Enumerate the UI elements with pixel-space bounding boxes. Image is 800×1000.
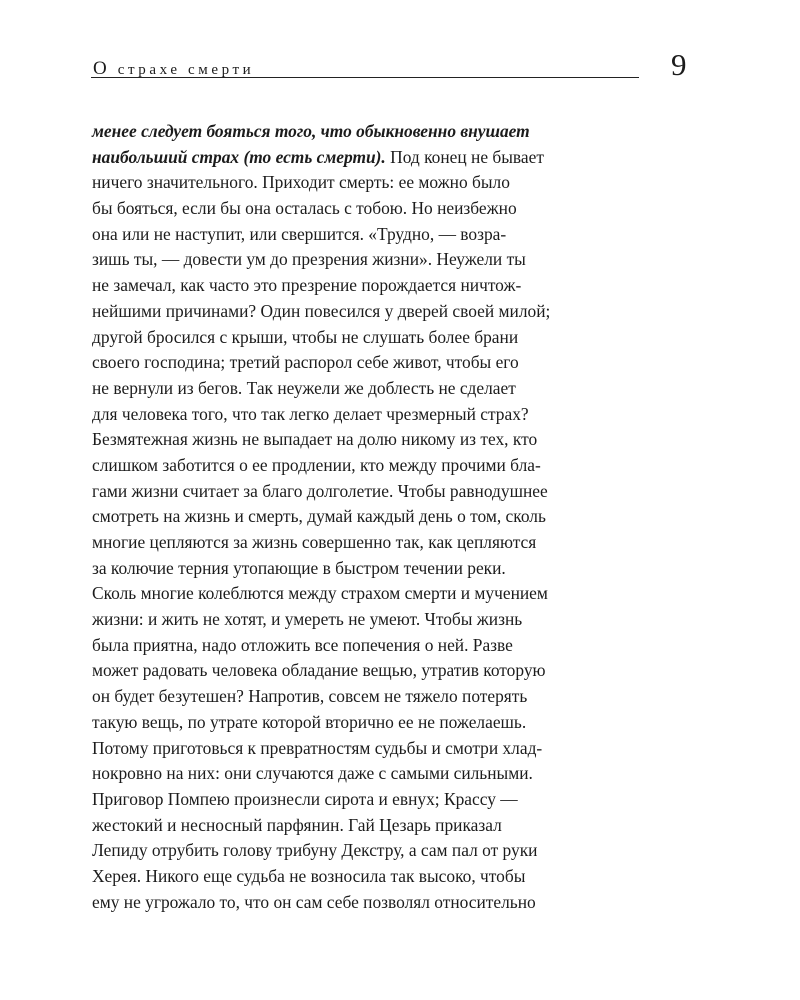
text-line: она или не наступит, или свершится. «Трудно, — возра-: [92, 223, 507, 244]
body-text: [92, 119, 712, 915]
emphasis-text: наибольший страх (то есть смерти).: [92, 146, 386, 167]
running-header: [91, 47, 695, 86]
text-line: Лепиду отрубить голову трибуну Декстру, а сам пал от руки: [92, 840, 538, 861]
text-line: Приговор Помпею произнесли сирота и евнух; Крассу —: [92, 788, 518, 809]
text-line: Херея. Никого еще судьба не возносила так высоко, чтобы: [92, 865, 526, 886]
text-line: жизни: и жить не хотят, и умереть не умеют. Чтобы жизнь: [92, 609, 523, 630]
text-line: смотреть на жизнь и смерть, думай каждый день о том, сколь: [92, 506, 546, 527]
text-line: была приятна, надо отложить все попечения о ней. Разве: [92, 634, 513, 655]
text-line-emphasis: менее следует бояться того, что обыкновенно внушает: [92, 121, 530, 141]
header-rule: [91, 77, 639, 78]
text-line: слишком заботится о ее продлении, кто между прочими бла-: [92, 454, 541, 475]
page-number: 9: [671, 47, 687, 82]
text-line: жестокий и несносный парфянин. Гай Цезарь приказал: [92, 814, 502, 835]
text-line: ничего значительного. Приходит смерть: ее можно было: [92, 172, 510, 193]
running-title-initial: О: [93, 58, 111, 79]
text-line: такую вещь, по утрате которой вторично ее не пожелаешь.: [92, 711, 527, 732]
text-line: гами жизни считает за благо долголетие. Чтобы равнодушнее: [92, 480, 548, 501]
text-line: для человека того, что так легко делает чрезмерный страх?: [92, 403, 529, 424]
text-line: Безмятежная жизнь не выпадает на долю никому из тех, кто: [92, 429, 538, 450]
text-line: не вернули из бегов. Так неужели же доблесть не сделает: [92, 377, 516, 398]
text-line: своего господина; третий распорол себе живот, чтобы его: [92, 352, 519, 373]
text-line: другой бросился с крыши, чтобы не слушать более брани: [92, 326, 519, 347]
text-line: нокровно на них: они случаются даже с самыми сильными.: [92, 763, 533, 784]
text-line: не замечал, как часто это презрение порождается ничтож-: [92, 275, 522, 296]
text-line: он будет безутешен? Напротив, совсем не тяжело потерять: [92, 686, 528, 707]
regular-text: Под конец не бывает: [385, 146, 544, 167]
text-line: Сколь многие колеблются между страхом смерти и мучением: [92, 583, 548, 604]
text-line: за колючие терния утопающие в быстром течении реки.: [92, 557, 506, 578]
text-line: бы бояться, если бы она осталась с тобою. Но неизбежно: [92, 198, 517, 219]
text-line: Потому приготовься к превратностям судьбы и смотри хлад-: [92, 737, 543, 758]
text-line: может радовать человека обладание вещью, утратив которую: [92, 660, 546, 681]
running-title-rest: страхе смерти: [117, 62, 255, 78]
text-line: зишь ты, — довести ум до презрения жизни». Неужели ты: [92, 249, 526, 270]
text-line: многие цепляются за жизнь совершенно так, как цепляются: [92, 532, 537, 552]
text-line: нейшими причинами? Один повесился у дверей своей милой;: [92, 300, 551, 321]
text-line: ему не угрожало то, что он сам себе позволял относительно: [92, 891, 536, 912]
text-line-mixed: [92, 145, 712, 171]
